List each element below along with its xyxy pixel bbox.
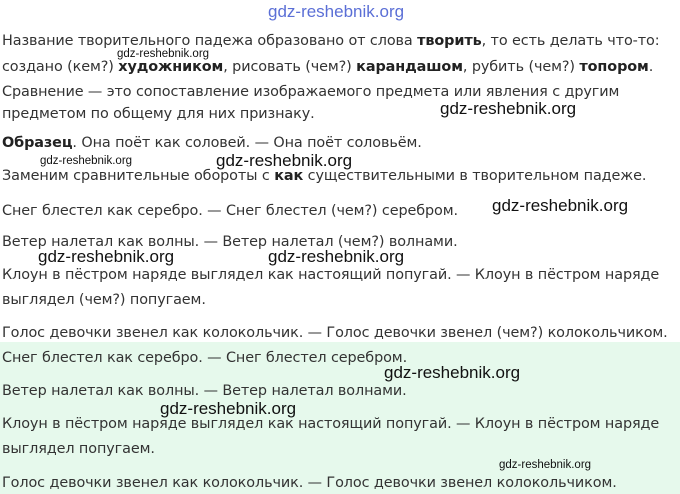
watermark: gdz-reshebnik.org [384, 363, 521, 382]
answer-line-1: Снег блестел как серебро. — Снег блестел серебром. [2, 350, 408, 366]
example-label: Образец [2, 135, 73, 151]
word-tvorit: творить [417, 33, 482, 49]
intro-line-1: Название творительного падежа образовано от слова творить, то есть делать что-то: [2, 33, 660, 49]
answer-line-5: Голос девочки звенел как колокольчик. — Голос девочки звенел колокольчиком. [2, 475, 617, 491]
intro-line-2: создано (кем?) художником, рисовать (чем?) карандашом, рубить (чем?) топором. [2, 59, 654, 75]
intro-line-4: предметом по общему для них признаку. [2, 106, 315, 122]
task-line: Заменим сравнительные обороты с как существительными в творительном падеже. [2, 168, 647, 184]
answer-line-2: Ветер налетал как волны. — Ветер налетал волнами. [2, 383, 407, 399]
watermark: gdz-reshebnik.org [40, 155, 133, 167]
watermark: gdz-reshebnik.org [216, 151, 353, 170]
word-kak: как [274, 168, 304, 184]
watermark: gdz-reshebnik.org [160, 399, 297, 418]
answer-line-4: выглядел попугаем. [2, 441, 155, 457]
example-line: Образец. Она поёт как соловей. — Она поёт соловьём. [2, 135, 422, 151]
exercise-line-1: Снег блестел как серебро. — Снег блестел (чем?) серебром. [2, 203, 458, 219]
exercise-line-4: выглядел (чем?) попугаем. [2, 292, 206, 308]
exercise-line-2: Ветер налетал как волны. — Ветер налетал (чем?) волнами. [2, 234, 458, 250]
watermark-top: gdz-reshebnik.org [268, 2, 405, 21]
watermark: gdz-reshebnik.org [440, 99, 577, 118]
answer-line-3: Клоун в пёстром наряде выглядел как настоящий попугай. — Клоун в пёстром наряде [2, 416, 660, 432]
exercise-line-5: Голос девочки звенел как колокольчик. — Голос девочки звенел (чем?) колокольчиком. [2, 325, 668, 341]
word-karandashom: карандашом [356, 59, 463, 75]
intro-line-3: Сравнение — это сопоставление изображаемого предмета или явления с другим [2, 84, 620, 100]
watermark: gdz-reshebnik.org [38, 247, 175, 266]
exercise-line-3: Клоун в пёстром наряде выглядел как настоящий попугай. — Клоун в пёстром наряде [2, 267, 660, 283]
word-toporom: топором [579, 59, 649, 75]
watermark: gdz-reshebnik.org [268, 247, 405, 266]
watermark: gdz-reshebnik.org [492, 196, 629, 215]
watermark: gdz-reshebnik.org [499, 459, 592, 471]
watermark: gdz-reshebnik.org [117, 48, 210, 60]
word-hudozhnikom: художником [118, 59, 224, 75]
